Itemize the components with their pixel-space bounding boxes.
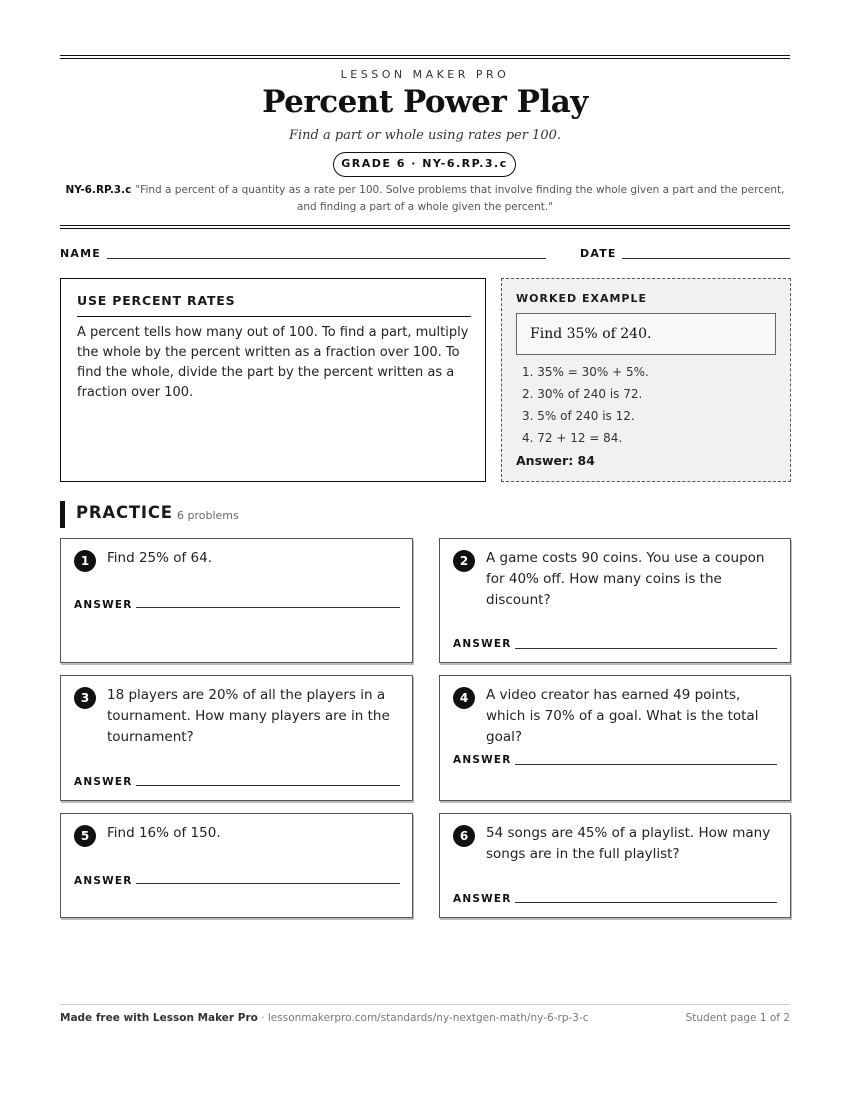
worked-example-step: 4. 72 + 12 = 84. [522,431,623,445]
date-field[interactable] [622,258,790,259]
problem-number: 2 [453,550,475,572]
problem-card-1 [60,538,413,663]
answer-field-3[interactable] [136,785,400,786]
problem-text: A game costs 90 coins. You use a coupon for 40% off. How many coins is the discount? [486,550,765,608]
answer-field-5[interactable] [136,883,400,884]
worked-example-step: 1. 35% = 30% + 5%. [522,365,649,379]
header-bottom-rule-inner [60,228,790,229]
worked-example-heading: WORKED EXAMPLE [516,292,647,305]
footer-url[interactable]: · lessonmakerpro.com/standards/ny-nextgen-math/ny-6-rp-3-c [257,1012,589,1024]
practice-accent-bar [60,501,65,528]
answer-label: ANSWER [453,893,512,905]
problem-text: 54 songs are 45% of a playlist. How many songs are in the full playlist? [486,825,771,862]
worked-example-prompt: Find 35% of 240. [516,313,776,355]
practice-count: 6 problems [177,509,239,522]
problem-number: 6 [453,825,475,847]
answer-label: ANSWER [74,599,133,611]
footer-page-number: Student page 1 of 2 [685,1012,790,1024]
problem-card-2 [439,538,791,663]
answer-label: ANSWER [74,776,133,788]
worked-example-step: 3. 5% of 240 is 12. [522,409,635,423]
problem-text: 18 players are 20% of all the players in a tournament. How many players are in the tournament? [107,687,390,745]
page-title: Percent Power Play [262,84,588,120]
answer-label: ANSWER [74,875,133,887]
standard-text: "Find a percent of a quantity as a rate per 100. Solve problems that involve finding the whole given a part and the percent, and finding a part of a whole given the percent." [135,184,785,213]
problem-text: Find 25% of 64. [107,550,213,566]
name-field[interactable] [107,258,546,259]
standard-code: NY-6.RP.3.c [65,184,132,196]
percent-rates-body: A percent tells how many out of 100. To find a part, multiply the whole by the percent written as a fraction over 100. To find the whole, divide the part by the percent written as a fraction over 100. [77,325,469,400]
worked-example-steps [522,361,649,449]
worked-example-step: 2. 30% of 240 is 72. [522,387,643,401]
problem-number: 3 [74,687,96,709]
header-top-rule-inner [60,58,790,59]
page-subtitle: Find a part or whole using rates per 100. [288,128,562,143]
worked-example-answer: Answer: 84 [516,453,595,468]
answer-label: ANSWER [453,754,512,766]
problem-card-4 [439,675,791,801]
worked-example-box [501,278,791,482]
problem-number: 1 [74,550,96,572]
problem-card-3 [60,675,413,801]
practice-title: PRACTICE [76,503,173,522]
problem-card-6 [439,813,791,918]
percent-rates-heading: USE PERCENT RATES [77,293,471,317]
date-label: DATE [580,247,617,260]
answer-field-2[interactable] [515,648,777,649]
footer-credit [60,1012,589,1024]
standard-description [60,182,790,216]
answer-field-6[interactable] [515,902,777,903]
header-bottom-rule [60,225,790,226]
problem-number: 4 [453,687,475,709]
answer-field-4[interactable] [515,764,777,765]
name-label: NAME [60,247,101,260]
header-top-rule [60,55,790,56]
answer-label: ANSWER [453,638,512,650]
footer-made-with: Made free with Lesson Maker Pro [60,1012,258,1024]
footer-rule [60,1004,790,1005]
grade-badge: GRADE 6 · NY-6.RP.3.c [333,152,516,177]
brand-name: LESSON MAKER PRO [340,68,510,81]
percent-rates-box [60,278,486,482]
problem-card-5 [60,813,413,918]
problem-text: A video creator has earned 49 points, which is 70% of a goal. What is the total goal? [486,687,759,745]
answer-field-1[interactable] [136,607,400,608]
problem-number: 5 [74,825,96,847]
problem-text: Find 16% of 150. [107,825,221,841]
